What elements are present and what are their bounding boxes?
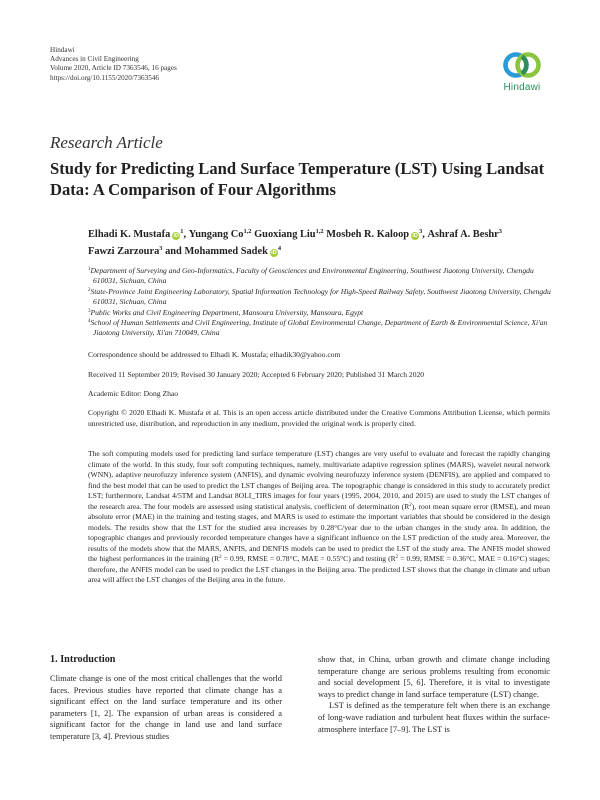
orcid-icon[interactable]: iD <box>173 233 180 239</box>
author-name <box>184 246 281 257</box>
author-separator: and <box>162 246 185 257</box>
affiliation-item <box>88 318 558 339</box>
author-name-text: Elhadi K. Mustafa <box>88 229 171 240</box>
journal-name: Advances in Civil Engineering <box>50 55 139 64</box>
abstract-part-1: The soft computing models used for predicting land surface temperature (LST) changes are very useful to evaluate and forecast the rapidly changing climate of the world. In this study, four soft computing techniques, namely, multivariate adaptive regression splines (MARS), wavelet neural network (WNN), adaptive neurofuzzy inference system (ANFIS), and dynamic evolving neurofuzzy inference system (DENFIS), are applied and compared to find the best model that can be used to predict the LST changes of Beijing area. The topographic change is considered in this study to accurately predict LST; furthermore, Landsat 4/5TM and Landsat 8OLI_TIRS images for four years (1995, 2004, 2010, and 2015) are used to study the LST changes of the research area. The four models are assessed using statistical analysis, coefficient of determination (R <box>88 449 550 511</box>
author-name-text: Fawzi Zarzoura <box>88 246 160 257</box>
affiliation-list <box>88 266 558 339</box>
author-name-text: Mosbeh R. Kaloop <box>326 229 410 240</box>
abstract <box>88 449 550 586</box>
publisher-name: Hindawi <box>50 46 75 54</box>
author-name <box>88 229 189 240</box>
affiliation-item <box>88 287 558 308</box>
affiliation-text: School of Human Settlements and Civil Engineering, Institute of Global Environmental Change, Department of Earth & Environmental Science, Xi'an Jiaotong University, Xi'an 710049, China <box>90 318 548 338</box>
author-list <box>88 226 558 260</box>
author-name <box>254 229 326 240</box>
affiliation-text: Public Works and Civil Engineering Department, Mansoura University, Mansoura, Egypt <box>90 307 364 317</box>
r2-superscript: 2 <box>219 555 222 560</box>
abstract-part-4: = 0.99, RMSE = 0.36°C, MAE = 0.16°C) stages; therefore, the ANFIS model can be used to predict the LST changes in the Beijing area. The predicted LST shows that the change in climate and urban area will affect the LST changes of the Beijing area in the future. <box>88 554 550 584</box>
author-name <box>326 229 427 240</box>
paragraph: LST is defined as the temperature felt when there is an exchange of long-wave radiation and turbulent heat fluxes within the surface-atmosphere interface [7–9]. The LST is <box>318 701 550 734</box>
paragraph: Climate change is one of the most critical challenges that the world faces. Previous studies have reported that climate change has a significant effect on the land surface temperature and its other parameters [1, 2]. The expansion of urban areas is considered a significant factor for the change in land use and land surface temperature [3, 4]. Previous studies <box>50 674 282 741</box>
author-name-text: Ashraf A. Beshr <box>427 229 499 240</box>
doi-link[interactable]: https://doi.org/10.1155/2020/7363546 <box>50 73 160 82</box>
copyright-notice: Copyright © 2020 Elhadi K. Mustafa et al. This is an open access article distributed under the Creative Commons Attribution License, which permits unrestricted use, distribution, and reproduction in any medium, provided the original work is properly cited. <box>88 408 550 428</box>
author-name-text: Mohammed Sadek <box>184 246 268 257</box>
author-name-text: Guoxiang Liu <box>254 229 316 240</box>
r2-superscript: 2 <box>409 502 412 508</box>
orcid-icon[interactable]: iD <box>271 250 277 256</box>
left-column <box>50 654 282 743</box>
publication-dates: Received 11 September 2019; Revised 30 January 2020; Accepted 6 February 2020; Published 31 March 2020 <box>88 370 425 379</box>
author-affiliation-sup: 1 <box>180 228 184 235</box>
abstract-part-2: ), root mean square error (RMSE), and mean absolute error (MAE) in the training and testing stages, and MARS is used to estimate the important variables that should be considered in the design models. The results show that the LST for the studied area increases by 0.28°C/year due to the urban changes in the study area. In addition, the topographic changes and previously recorded temperature changes have a significant influence on the LST prediction of the study area. Moreover, the results of the models show that the MARS, ANFIS, and DENFIS models can be used to predict the LST of the study area. The ANFIS model showed the highest performances in the training (R <box>88 501 550 563</box>
right-column <box>318 654 550 735</box>
journal-info <box>50 46 177 83</box>
orcid-icon[interactable]: iD <box>412 233 418 239</box>
author-name-text: Yungang Co <box>188 229 244 240</box>
author-name <box>189 229 254 240</box>
author-affiliation-sup: 1,2 <box>243 228 252 235</box>
paper-title: Study for Predicting Land Surface Temperature (LST) Using Landsat Data: A Comparison of Four Algorithms <box>50 159 545 199</box>
author-separator: , <box>422 229 428 240</box>
author-affiliation-sup: 3 <box>498 228 502 235</box>
author-affiliation-sup: 3 <box>159 245 163 252</box>
affiliation-item <box>88 266 558 287</box>
abstract-part-3: = 0.99, RMSE = 0.78°C, MAE = 0.55°C) and testing (R <box>221 554 396 563</box>
paragraph: show that, in China, urban growth and climate change including temperature change are serious problems resulting from economic and social development [5, 6]. Therefore, it is vital to investigate ways to predict change in land surface temperature (LST) change. <box>318 655 550 699</box>
author-affiliation-sup: 4 <box>277 245 282 252</box>
academic-editor: Academic Editor: Dong Zhao <box>88 389 179 398</box>
affiliation-item <box>88 308 558 318</box>
affiliation-number: 3 <box>88 308 91 314</box>
affiliation-number: 1 <box>88 267 91 272</box>
author-name <box>88 246 184 257</box>
hindawi-logo-text: Hindawi <box>503 82 541 93</box>
author-name <box>427 229 502 240</box>
affiliation-number: 4 <box>88 319 91 325</box>
author-affiliation-sup: 3 <box>419 228 423 235</box>
author-separator: , <box>183 229 189 240</box>
affiliation-text: Department of Surveying and Geo-Informatics, Faculty of Geosciences and Environmental Engineering, Southwest Jiaotong University, Chengdu 610031, Sichuan, China <box>90 266 534 286</box>
correspondence: Correspondence should be addressed to Elhadi K. Mustafa; elhadik30@yahoo.com <box>88 350 341 359</box>
affiliation-number: 2 <box>88 287 91 293</box>
section-heading: 1. Introduction <box>50 654 116 665</box>
hindawi-logo-icon <box>502 48 542 82</box>
article-type: Research Article <box>50 133 163 152</box>
affiliation-text: State-Province Joint Engineering Laboratory, Spatial Information Technology for High-Speed Railway Safety, Southwest Jiaotong University, Chengdu 610031, Sichuan, China <box>90 286 551 307</box>
volume-line: Volume 2020, Article ID 7363546, 16 pages <box>50 64 177 73</box>
hindawi-logo <box>498 48 546 93</box>
r2-superscript: 2 <box>395 555 399 560</box>
author-affiliation-sup: 1,2 <box>315 228 324 235</box>
